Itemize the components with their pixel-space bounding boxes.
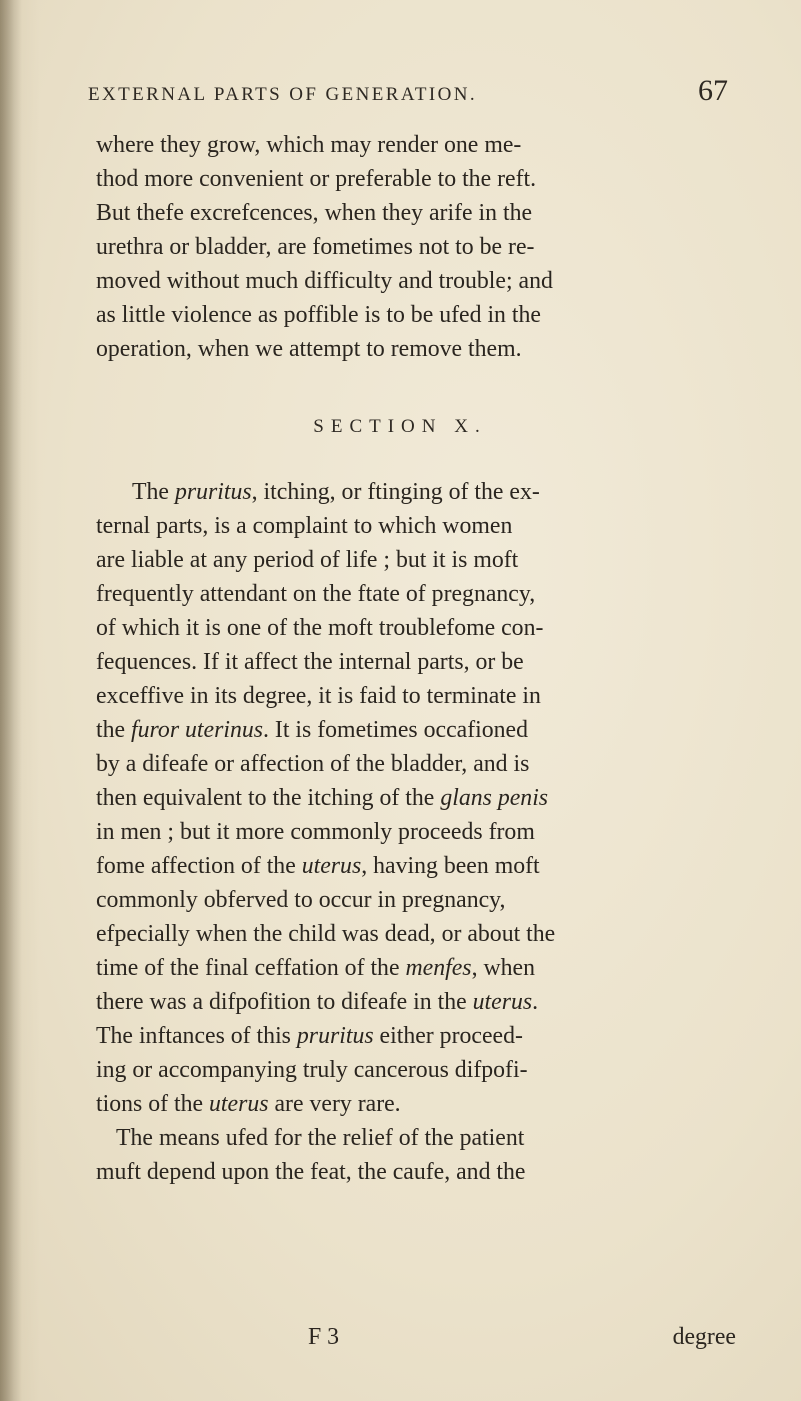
- text-line: moved without much difficulty and trouble; and: [96, 268, 553, 294]
- text-line: The pruritus, itching, or ftinging of the ex-: [132, 479, 540, 505]
- text-line: are liable at any period of life ; but it is moft: [96, 547, 519, 573]
- text-line: But thefe excrefcences, when they arife in the: [96, 200, 533, 226]
- catchword: degree: [672, 1324, 736, 1350]
- text-line: by a difeafe or affection of the bladder, and is: [96, 751, 530, 777]
- text-line: thod more convenient or preferable to the reft.: [96, 166, 537, 192]
- text-line: efpecially when the child was dead, or about the: [96, 921, 556, 947]
- running-head: [88, 74, 728, 120]
- page-number: 67: [698, 74, 728, 107]
- text-line: urethra or bladder, are fometimes not to be re-: [96, 234, 535, 260]
- text-line: The inftances of this pruritus either proceed-: [96, 1023, 523, 1049]
- signature-mark: F 3: [308, 1324, 340, 1350]
- page-footer: [160, 1324, 736, 1360]
- running-title: EXTERNAL PARTS OF GENERATION.: [88, 84, 478, 105]
- text-line: the furor uterinus. It is fometimes occafioned: [96, 717, 529, 743]
- text-line: then equivalent to the itching of the glans penis: [96, 785, 549, 811]
- text-line: ternal parts, is a complaint to which women: [96, 513, 513, 539]
- text-line: as little violence as poffible is to be ufed in the: [96, 302, 541, 328]
- paragraph-2: [96, 475, 736, 1189]
- text-line: The means ufed for the relief of the patient: [116, 1125, 525, 1151]
- text-line: time of the final ceffation of the menfes, when: [96, 955, 536, 981]
- paragraph-1: [96, 128, 736, 366]
- text-line: in men ; but it more commonly proceeds from: [96, 819, 535, 845]
- gutter-shadow: [0, 0, 22, 1401]
- text-line: commonly obferved to occur in pregnancy,: [96, 887, 506, 913]
- text-line: frequently attendant on the ftate of pregnancy,: [96, 581, 536, 607]
- text-line: tions of the uterus are very rare.: [96, 1091, 401, 1117]
- text-line: of which it is one of the moft troublefome con-: [96, 615, 544, 641]
- text-line: operation, when we attempt to remove them.: [96, 336, 522, 362]
- text-line: muft depend upon the feat, the caufe, and the: [96, 1159, 526, 1185]
- text-line: fome affection of the uterus, having been moft: [96, 853, 540, 879]
- text-line: ing or accompanying truly cancerous difpofi-: [96, 1057, 528, 1083]
- text-line: where they grow, which may render one me-: [96, 132, 522, 158]
- text-line: fequences. If it affect the internal parts, or be: [96, 649, 524, 675]
- text-line: exceffive in its degree, it is faid to terminate in: [96, 683, 541, 709]
- section-heading: SECTION X.: [313, 416, 487, 437]
- text-line: there was a difpofition to difeafe in the uterus.: [96, 989, 539, 1015]
